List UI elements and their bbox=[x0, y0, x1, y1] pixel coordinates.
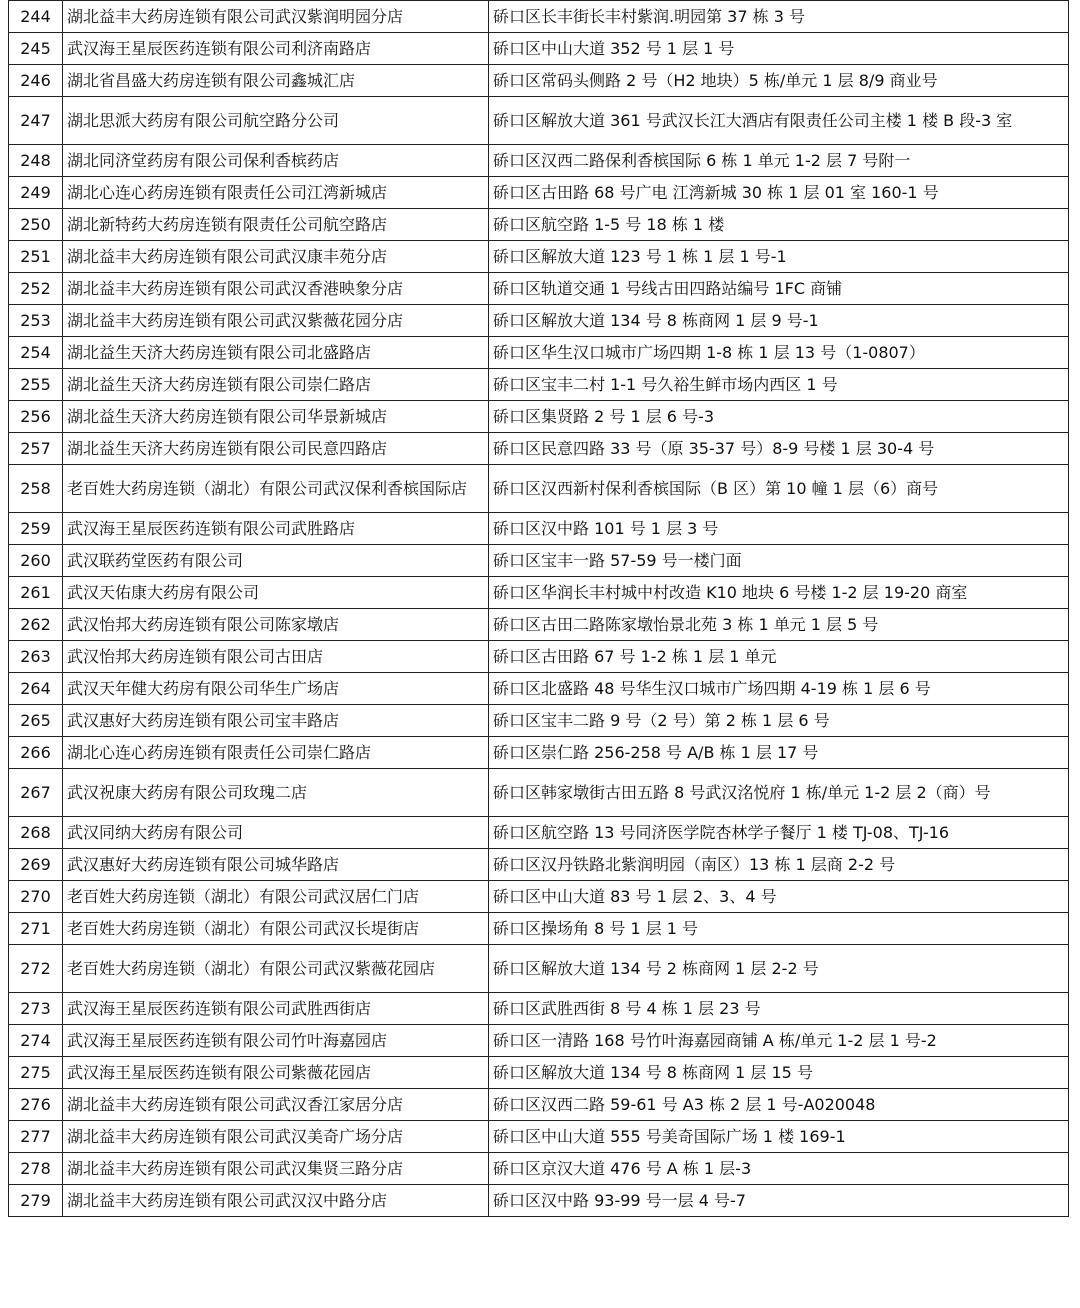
pharmacy-name-cell: 武汉天佑康大药房有限公司 bbox=[63, 577, 489, 609]
table-row bbox=[9, 33, 1069, 65]
row-number-cell: 254 bbox=[9, 337, 63, 369]
pharmacy-address-cell: 硚口区古田路 67 号 1-2 栋 1 层 1 单元 bbox=[489, 641, 1069, 673]
pharmacy-name-cell: 武汉怡邦大药房连锁有限公司古田店 bbox=[63, 641, 489, 673]
table-row bbox=[9, 1057, 1069, 1089]
pharmacy-name-cell: 老百姓大药房连锁（湖北）有限公司武汉保利香槟国际店 bbox=[63, 465, 489, 513]
pharmacy-name-cell: 武汉海王星辰医药连锁有限公司武胜路店 bbox=[63, 513, 489, 545]
pharmacy-address-cell: 硚口区汉西二路 59-61 号 A3 栋 2 层 1 号-A020048 bbox=[489, 1089, 1069, 1121]
table-row bbox=[9, 513, 1069, 545]
row-number-cell: 248 bbox=[9, 145, 63, 177]
pharmacy-address-cell: 硚口区长丰街长丰村紫润.明园第 37 栋 3 号 bbox=[489, 1, 1069, 33]
pharmacy-name-cell: 湖北益丰大药房连锁有限公司武汉紫润明园分店 bbox=[63, 1, 489, 33]
table-row bbox=[9, 817, 1069, 849]
pharmacy-name-cell: 武汉怡邦大药房连锁有限公司陈家墩店 bbox=[63, 609, 489, 641]
row-number-cell: 267 bbox=[9, 769, 63, 817]
pharmacy-address-cell: 硚口区宝丰二村 1-1 号久裕生鲜市场内西区 1 号 bbox=[489, 369, 1069, 401]
pharmacy-name-cell: 湖北益生天济大药房连锁有限公司北盛路店 bbox=[63, 337, 489, 369]
table-row bbox=[9, 337, 1069, 369]
row-number-cell: 253 bbox=[9, 305, 63, 337]
table-row bbox=[9, 913, 1069, 945]
row-number-cell: 278 bbox=[9, 1153, 63, 1185]
row-number-cell: 258 bbox=[9, 465, 63, 513]
pharmacy-name-cell: 武汉惠好大药房连锁有限公司宝丰路店 bbox=[63, 705, 489, 737]
row-number-cell: 261 bbox=[9, 577, 63, 609]
pharmacy-name-cell: 湖北益丰大药房连锁有限公司武汉集贤三路分店 bbox=[63, 1153, 489, 1185]
table-row bbox=[9, 993, 1069, 1025]
pharmacy-name-cell: 武汉海王星辰医药连锁有限公司利济南路店 bbox=[63, 33, 489, 65]
pharmacy-name-cell: 武汉祝康大药房有限公司玫瑰二店 bbox=[63, 769, 489, 817]
pharmacy-name-cell: 武汉海王星辰医药连锁有限公司武胜西街店 bbox=[63, 993, 489, 1025]
pharmacy-address-cell: 硚口区汉西新村保利香槟国际（B 区）第 10 幢 1 层（6）商号 bbox=[489, 465, 1069, 513]
row-number-cell: 270 bbox=[9, 881, 63, 913]
pharmacy-address-cell: 硚口区汉西二路保利香槟国际 6 栋 1 单元 1-2 层 7 号附一 bbox=[489, 145, 1069, 177]
table-row bbox=[9, 705, 1069, 737]
pharmacy-address-cell: 硚口区华润长丰村城中村改造 K10 地块 6 号楼 1-2 层 19-20 商室 bbox=[489, 577, 1069, 609]
table-row bbox=[9, 401, 1069, 433]
pharmacy-address-cell: 硚口区崇仁路 256-258 号 A/B 栋 1 层 17 号 bbox=[489, 737, 1069, 769]
table-row bbox=[9, 209, 1069, 241]
pharmacy-name-cell: 湖北益丰大药房连锁有限公司武汉汉中路分店 bbox=[63, 1185, 489, 1217]
row-number-cell: 259 bbox=[9, 513, 63, 545]
row-number-cell: 250 bbox=[9, 209, 63, 241]
table-row bbox=[9, 849, 1069, 881]
pharmacy-address-cell: 硚口区韩家墩街古田五路 8 号武汉洺悦府 1 栋/单元 1-2 层 2（商）号 bbox=[489, 769, 1069, 817]
pharmacy-address-cell: 硚口区北盛路 48 号华生汉口城市广场四期 4-19 栋 1 层 6 号 bbox=[489, 673, 1069, 705]
pharmacy-address-cell: 硚口区中山大道 83 号 1 层 2、3、4 号 bbox=[489, 881, 1069, 913]
pharmacy-name-cell: 湖北新特药大药房连锁有限责任公司航空路店 bbox=[63, 209, 489, 241]
row-number-cell: 247 bbox=[9, 97, 63, 145]
pharmacy-address-cell: 硚口区中山大道 352 号 1 层 1 号 bbox=[489, 33, 1069, 65]
row-number-cell: 279 bbox=[9, 1185, 63, 1217]
pharmacy-address-cell: 硚口区一清路 168 号竹叶海嘉园商铺 A 栋/单元 1-2 层 1 号-2 bbox=[489, 1025, 1069, 1057]
table-row bbox=[9, 305, 1069, 337]
pharmacy-name-cell: 湖北思派大药房有限公司航空路分公司 bbox=[63, 97, 489, 145]
pharmacy-address-cell: 硚口区航空路 1-5 号 18 栋 1 楼 bbox=[489, 209, 1069, 241]
pharmacy-name-cell: 湖北心连心药房连锁有限责任公司崇仁路店 bbox=[63, 737, 489, 769]
pharmacy-name-cell: 武汉联药堂医药有限公司 bbox=[63, 545, 489, 577]
pharmacy-address-cell: 硚口区常码头侧路 2 号（H2 地块）5 栋/单元 1 层 8/9 商业号 bbox=[489, 65, 1069, 97]
pharmacy-address-cell: 硚口区解放大道 134 号 8 栋商网 1 层 9 号-1 bbox=[489, 305, 1069, 337]
row-number-cell: 262 bbox=[9, 609, 63, 641]
table-row bbox=[9, 433, 1069, 465]
pharmacy-name-cell: 湖北益生天济大药房连锁有限公司民意四路店 bbox=[63, 433, 489, 465]
pharmacy-address-cell: 硚口区汉中路 93-99 号一层 4 号-7 bbox=[489, 1185, 1069, 1217]
pharmacy-address-cell: 硚口区民意四路 33 号（原 35-37 号）8-9 号楼 1 层 30-4 号 bbox=[489, 433, 1069, 465]
row-number-cell: 251 bbox=[9, 241, 63, 273]
pharmacy-name-cell: 武汉天年健大药房有限公司华生广场店 bbox=[63, 673, 489, 705]
table-row bbox=[9, 273, 1069, 305]
pharmacy-list-table bbox=[8, 0, 1069, 1217]
row-number-cell: 275 bbox=[9, 1057, 63, 1089]
table-row bbox=[9, 177, 1069, 209]
table-row bbox=[9, 369, 1069, 401]
table-row bbox=[9, 1185, 1069, 1217]
pharmacy-address-cell: 硚口区古田二路陈家墩怡景北苑 3 栋 1 单元 1 层 5 号 bbox=[489, 609, 1069, 641]
pharmacy-name-cell: 武汉惠好大药房连锁有限公司城华路店 bbox=[63, 849, 489, 881]
pharmacy-address-cell: 硚口区汉丹铁路北紫润明园（南区）13 栋 1 层商 2-2 号 bbox=[489, 849, 1069, 881]
table-row bbox=[9, 1153, 1069, 1185]
pharmacy-address-cell: 硚口区解放大道 134 号 2 栋商网 1 层 2-2 号 bbox=[489, 945, 1069, 993]
row-number-cell: 277 bbox=[9, 1121, 63, 1153]
pharmacy-name-cell: 老百姓大药房连锁（湖北）有限公司武汉居仁门店 bbox=[63, 881, 489, 913]
table-row bbox=[9, 1, 1069, 33]
pharmacy-address-cell: 硚口区轨道交通 1 号线古田四路站编号 1FC 商铺 bbox=[489, 273, 1069, 305]
table-row bbox=[9, 65, 1069, 97]
table-row bbox=[9, 609, 1069, 641]
row-number-cell: 272 bbox=[9, 945, 63, 993]
pharmacy-address-cell: 硚口区宝丰二路 9 号（2 号）第 2 栋 1 层 6 号 bbox=[489, 705, 1069, 737]
table-row bbox=[9, 1121, 1069, 1153]
table-row bbox=[9, 577, 1069, 609]
row-number-cell: 276 bbox=[9, 1089, 63, 1121]
table-row bbox=[9, 241, 1069, 273]
pharmacy-address-cell: 硚口区宝丰一路 57-59 号一楼门面 bbox=[489, 545, 1069, 577]
row-number-cell: 246 bbox=[9, 65, 63, 97]
pharmacy-name-cell: 湖北益丰大药房连锁有限公司武汉美奇广场分店 bbox=[63, 1121, 489, 1153]
row-number-cell: 273 bbox=[9, 993, 63, 1025]
row-number-cell: 252 bbox=[9, 273, 63, 305]
row-number-cell: 256 bbox=[9, 401, 63, 433]
table-row bbox=[9, 945, 1069, 993]
pharmacy-address-cell: 硚口区京汉大道 476 号 A 栋 1 层-3 bbox=[489, 1153, 1069, 1185]
table-row bbox=[9, 1025, 1069, 1057]
table-row bbox=[9, 465, 1069, 513]
pharmacy-address-cell: 硚口区解放大道 361 号武汉长江大酒店有限责任公司主楼 1 楼 B 段-3 室 bbox=[489, 97, 1069, 145]
pharmacy-address-cell: 硚口区古田路 68 号广电 江湾新城 30 栋 1 层 01 室 160-1 号 bbox=[489, 177, 1069, 209]
table-body bbox=[9, 1, 1069, 1217]
table-row bbox=[9, 641, 1069, 673]
row-number-cell: 266 bbox=[9, 737, 63, 769]
table-row bbox=[9, 97, 1069, 145]
row-number-cell: 265 bbox=[9, 705, 63, 737]
row-number-cell: 255 bbox=[9, 369, 63, 401]
row-number-cell: 257 bbox=[9, 433, 63, 465]
row-number-cell: 274 bbox=[9, 1025, 63, 1057]
table-row bbox=[9, 145, 1069, 177]
pharmacy-name-cell: 老百姓大药房连锁（湖北）有限公司武汉长堤街店 bbox=[63, 913, 489, 945]
pharmacy-address-cell: 硚口区解放大道 134 号 8 栋商网 1 层 15 号 bbox=[489, 1057, 1069, 1089]
pharmacy-address-cell: 硚口区航空路 13 号同济医学院杏林学子餐厅 1 楼 TJ-08、TJ-16 bbox=[489, 817, 1069, 849]
row-number-cell: 244 bbox=[9, 1, 63, 33]
table-row bbox=[9, 673, 1069, 705]
pharmacy-address-cell: 硚口区武胜西街 8 号 4 栋 1 层 23 号 bbox=[489, 993, 1069, 1025]
pharmacy-name-cell: 湖北心连心药房连锁有限责任公司江湾新城店 bbox=[63, 177, 489, 209]
row-number-cell: 269 bbox=[9, 849, 63, 881]
pharmacy-name-cell: 武汉海王星辰医药连锁有限公司竹叶海嘉园店 bbox=[63, 1025, 489, 1057]
table-row bbox=[9, 1089, 1069, 1121]
pharmacy-address-cell: 硚口区汉中路 101 号 1 层 3 号 bbox=[489, 513, 1069, 545]
pharmacy-name-cell: 湖北益生天济大药房连锁有限公司崇仁路店 bbox=[63, 369, 489, 401]
pharmacy-name-cell: 湖北益生天济大药房连锁有限公司华景新城店 bbox=[63, 401, 489, 433]
row-number-cell: 268 bbox=[9, 817, 63, 849]
pharmacy-name-cell: 武汉同纳大药房有限公司 bbox=[63, 817, 489, 849]
pharmacy-address-cell: 硚口区中山大道 555 号美奇国际广场 1 楼 169-1 bbox=[489, 1121, 1069, 1153]
table-row bbox=[9, 769, 1069, 817]
row-number-cell: 245 bbox=[9, 33, 63, 65]
pharmacy-name-cell: 湖北益丰大药房连锁有限公司武汉紫薇花园分店 bbox=[63, 305, 489, 337]
pharmacy-name-cell: 湖北益丰大药房连锁有限公司武汉康丰苑分店 bbox=[63, 241, 489, 273]
pharmacy-name-cell: 武汉海王星辰医药连锁有限公司紫薇花园店 bbox=[63, 1057, 489, 1089]
pharmacy-address-cell: 硚口区操场角 8 号 1 层 1 号 bbox=[489, 913, 1069, 945]
pharmacy-address-cell: 硚口区集贤路 2 号 1 层 6 号-3 bbox=[489, 401, 1069, 433]
table-row bbox=[9, 737, 1069, 769]
row-number-cell: 271 bbox=[9, 913, 63, 945]
pharmacy-name-cell: 湖北益丰大药房连锁有限公司武汉香港映象分店 bbox=[63, 273, 489, 305]
pharmacy-name-cell: 老百姓大药房连锁（湖北）有限公司武汉紫薇花园店 bbox=[63, 945, 489, 993]
row-number-cell: 263 bbox=[9, 641, 63, 673]
row-number-cell: 249 bbox=[9, 177, 63, 209]
pharmacy-name-cell: 湖北同济堂药房有限公司保利香槟药店 bbox=[63, 145, 489, 177]
pharmacy-address-cell: 硚口区华生汉口城市广场四期 1-8 栋 1 层 13 号（1-0807） bbox=[489, 337, 1069, 369]
pharmacy-address-cell: 硚口区解放大道 123 号 1 栋 1 层 1 号-1 bbox=[489, 241, 1069, 273]
table-row bbox=[9, 881, 1069, 913]
table-row bbox=[9, 545, 1069, 577]
pharmacy-name-cell: 湖北省昌盛大药房连锁有限公司鑫城汇店 bbox=[63, 65, 489, 97]
row-number-cell: 264 bbox=[9, 673, 63, 705]
row-number-cell: 260 bbox=[9, 545, 63, 577]
pharmacy-name-cell: 湖北益丰大药房连锁有限公司武汉香江家居分店 bbox=[63, 1089, 489, 1121]
